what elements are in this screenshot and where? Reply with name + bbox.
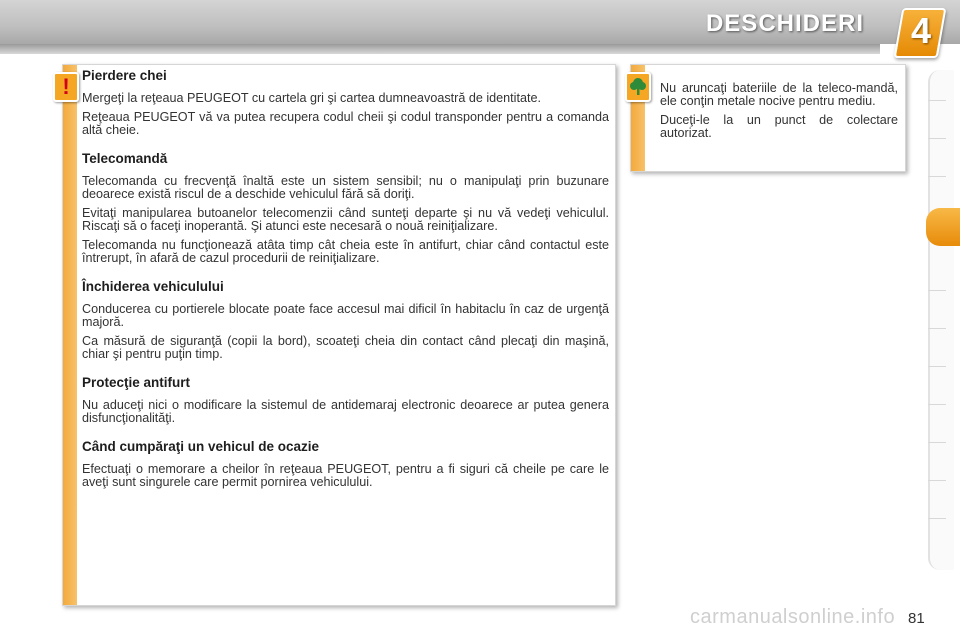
paragraph: Nu aduceţi nici o modificare la sistemul de antidemaraj electronic deoarece ar putea genera disfuncţionalităţi. <box>82 398 609 425</box>
paragraph: Efectuaţi o memorare a cheilor în reţeaua PEUGEOT, pentru a fi siguri că cheile pe care le aveţi sunt singurele care permit pornirea vehiculului. <box>82 462 609 489</box>
paragraph: Conducerea cu portierele blocate poate face accesul mai dificil în habitaclu în caz de urgenţă majoră. <box>82 302 609 329</box>
tree-icon <box>625 72 651 102</box>
section-vehicle-locking <box>82 279 609 361</box>
section-title: Pierdere chei <box>82 68 167 83</box>
warning-exclamation-icon: ! <box>53 72 79 102</box>
section-antitheft <box>82 375 609 425</box>
section-title: Protecţie antifurt <box>82 375 191 390</box>
tab-divider <box>928 138 946 139</box>
section-remote-control <box>82 151 609 265</box>
header-underline <box>0 44 880 54</box>
section-title: Telecomandă <box>82 151 168 166</box>
section-lost-keys <box>82 68 609 137</box>
main-content <box>82 68 609 503</box>
tab-divider <box>928 480 946 481</box>
chapter-tab-column <box>928 70 954 570</box>
active-chapter-tab[interactable] <box>926 208 960 246</box>
section-used-vehicle <box>82 439 609 489</box>
chapter-number: 4 <box>910 10 932 51</box>
watermark: carmanualsonline.info <box>690 606 896 628</box>
environment-note-content <box>660 82 898 146</box>
tab-divider <box>928 366 946 367</box>
page-title: DESCHIDERI <box>705 10 864 37</box>
tab-divider <box>928 518 946 519</box>
paragraph: Reţeaua PEUGEOT vă va putea recupera codul cheii şi codul transponder pentru a comanda altă cheie. <box>82 110 609 137</box>
tab-divider <box>928 404 946 405</box>
paragraph: Mergeţi la reţeaua PEUGEOT cu cartela gri şi cartea dumneavoastră de identitate. <box>82 91 541 105</box>
tab-divider <box>928 290 946 291</box>
paragraph: Duceţi-le la un punct de colectare autorizat. <box>660 113 898 140</box>
paragraph: Ca măsură de siguranţă (copii la bord), scoateţi cheia din contact când plecaţi din maşină, chiar şi pentru puţin timp. <box>82 334 609 361</box>
tab-divider <box>928 328 946 329</box>
paragraph: Telecomanda cu frecvenţă înaltă este un sistem sensibil; nu o manipulaţi prin buzunare deoarece există riscul de a deschide vehiculul fără să doriţi. <box>82 174 609 201</box>
paragraph: Telecomanda nu funcţionează atâta timp cât cheia este în antifurt, chiar când contactul este întrerupt, în afară de cazul procedurii de reiniţializare. <box>82 238 609 265</box>
section-title: Închiderea vehiculului <box>82 279 224 294</box>
panel-accent-stripe <box>63 65 77 605</box>
page-number: 81 <box>908 610 925 627</box>
paragraph: Evitaţi manipularea butoanelor telecomenzii când sunteţi departe şi nu vă vedeţi vehiculul. Riscaţi să o faceţi inoperantă. Şi atunci este necesară o nouă reiniţializare. <box>82 206 609 233</box>
tab-divider <box>928 442 946 443</box>
section-title: Când cumpăraţi un vehicul de ocazie <box>82 439 320 454</box>
paragraph: Nu aruncaţi bateriile de la teleco-mandă, ele conţin metale nocive pentru mediu. <box>660 81 898 108</box>
tab-divider <box>928 100 946 101</box>
tab-divider <box>928 176 946 177</box>
